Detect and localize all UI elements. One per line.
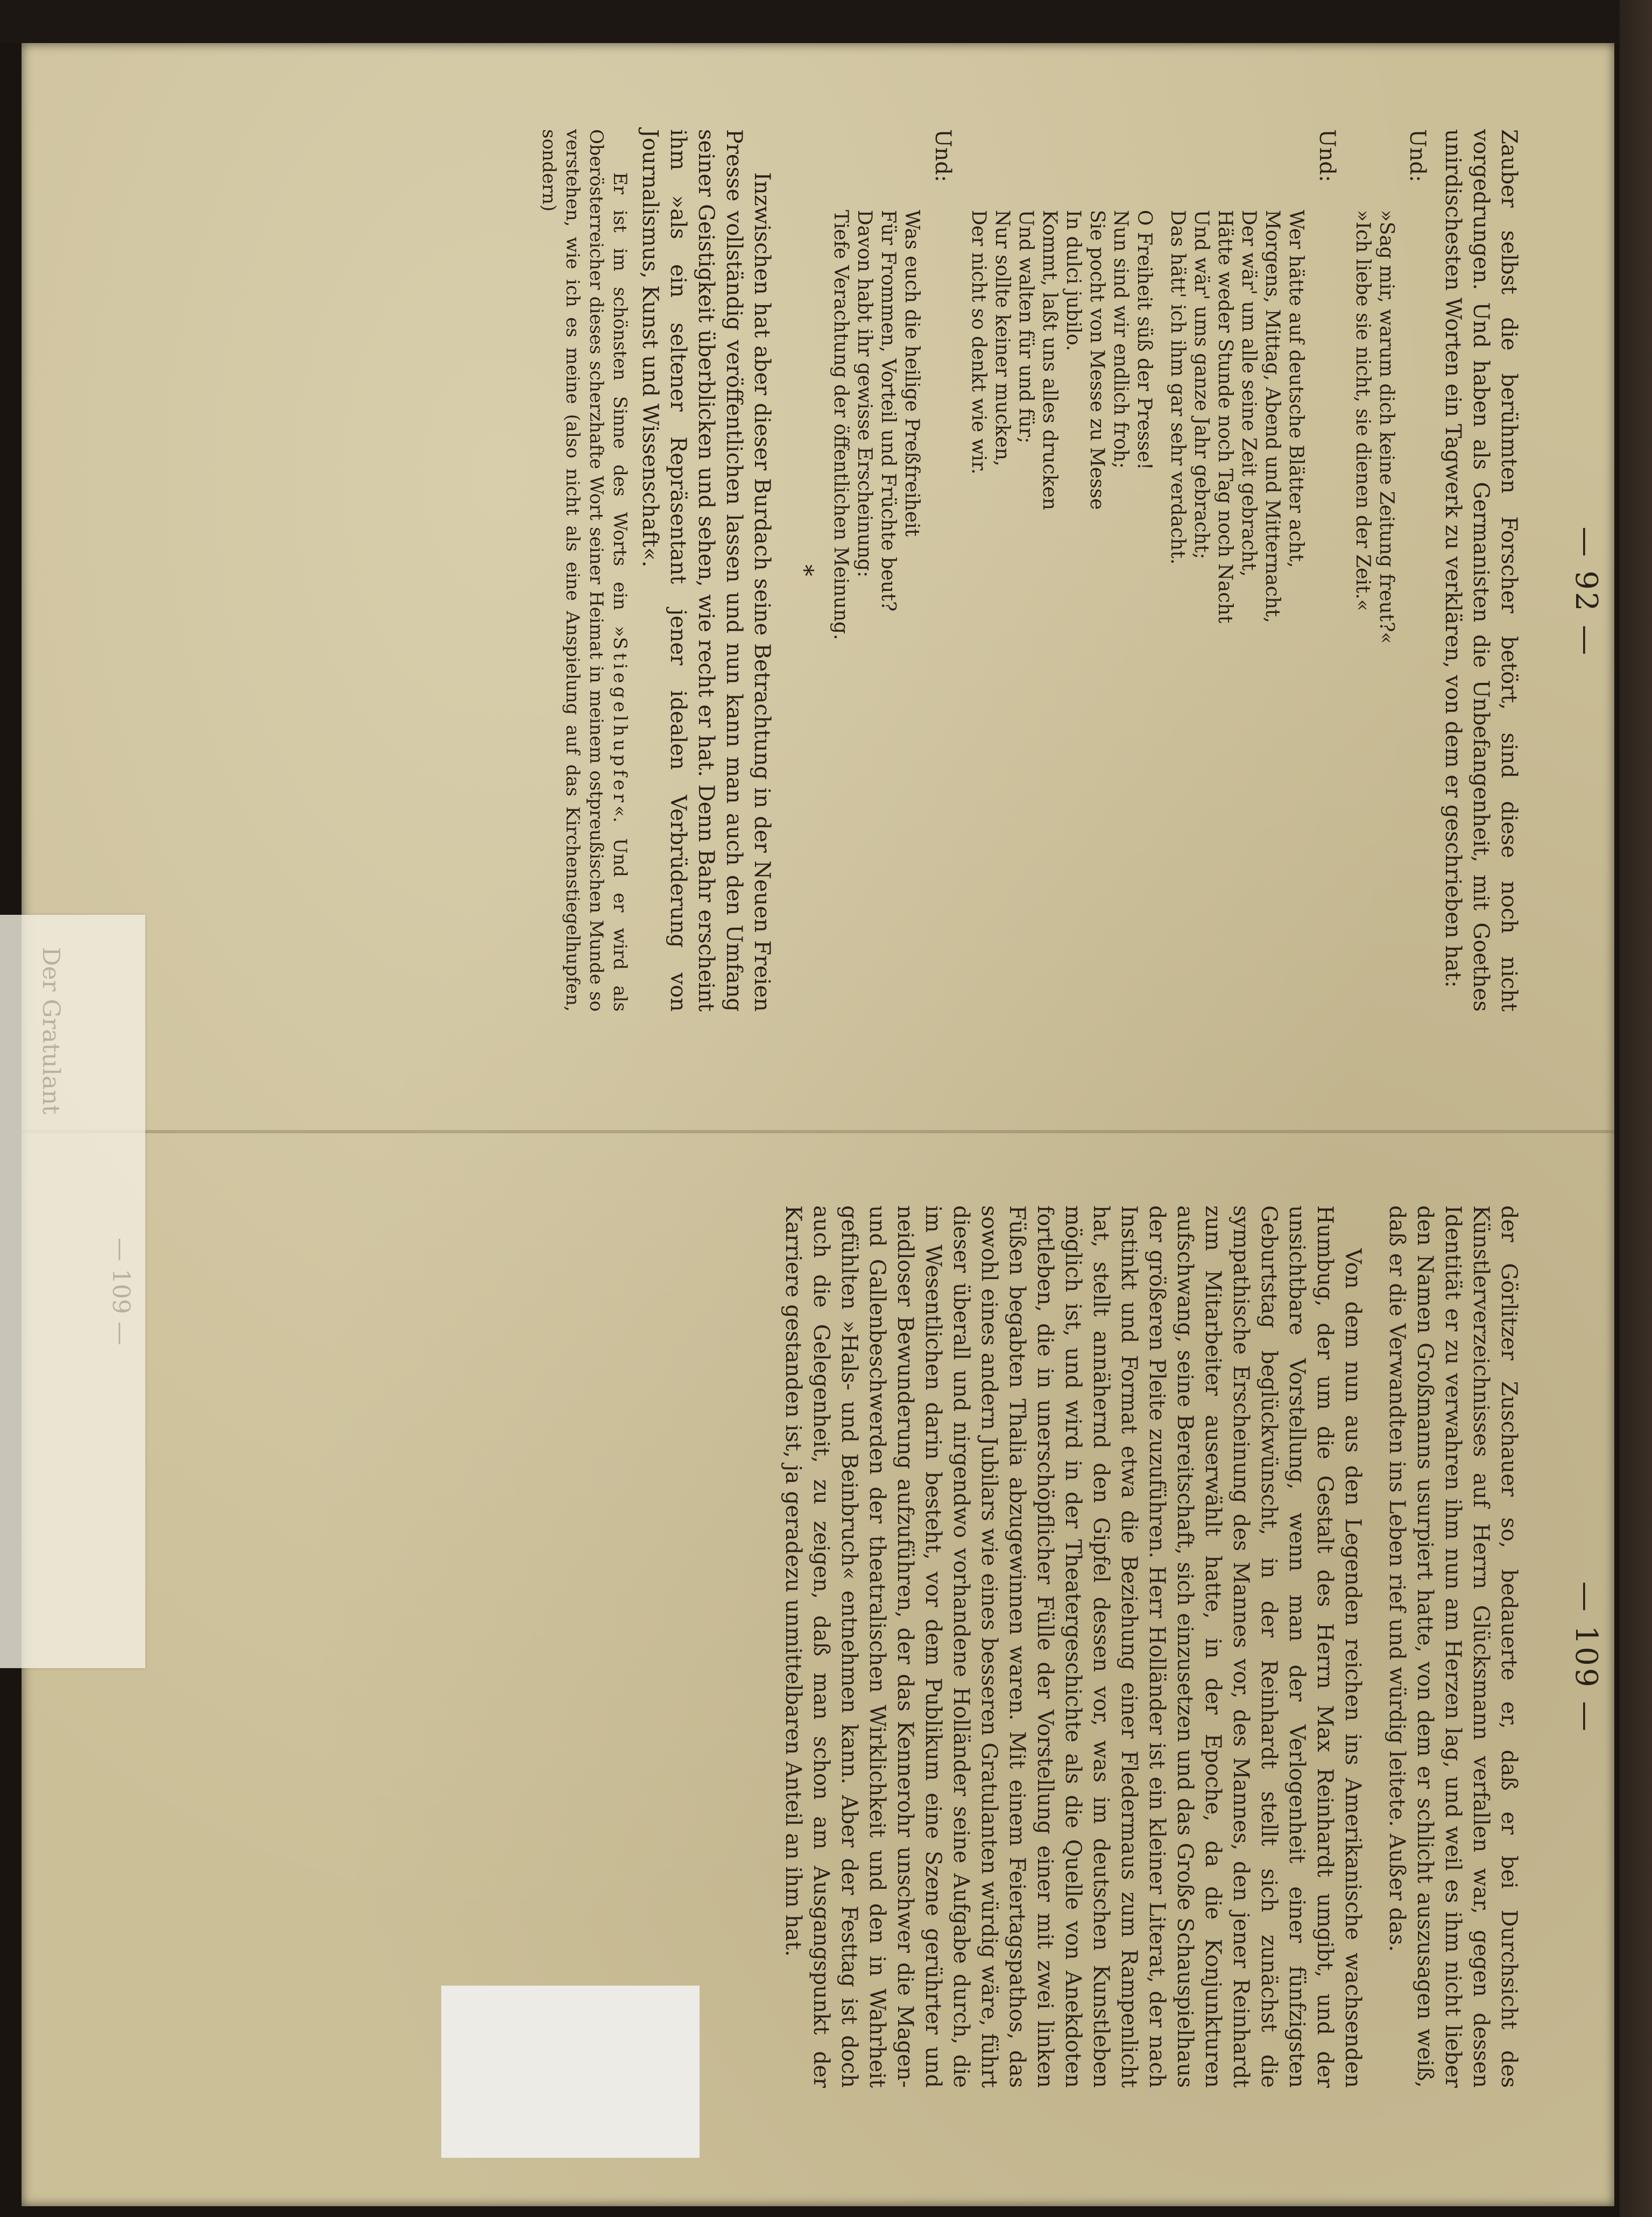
verse-line: Der wär' um alle seine Zeit gebracht, [1238, 210, 1260, 577]
und-label-3: Und: [930, 129, 955, 182]
section-separator: * [790, 564, 818, 576]
tape-ghost-heading: Der Gratulant [37, 947, 65, 1115]
right-intro: der Görlitzer Zuschauer so, bedauerte er, daß er bei Durchsicht des Künstlerverzeichnisses auf Herrn Glücksmann verfallen war, gegen dessen Identität er zu verwahren ihm nun am Herzen lag, und weil es ihm nicht lieber den Namen Großmanns usurpiert hatte, von dem er schlicht auszusagen weiß, daß er die Verwandten ins Leben rief und würdig leitete. Außer das. [1385, 1205, 1521, 2088]
verse-line: O Freiheit süß der Presse! [1133, 210, 1155, 470]
und-label-1: Und: [1405, 129, 1430, 182]
verse-line: Hätte weder Stunde noch Tag noch Nacht [1214, 210, 1236, 624]
verse-line: Für Frommen, Vorteil und Früchte beut? [877, 210, 899, 612]
und-label-2: Und: [1315, 129, 1339, 182]
verse-line: Davon habt ihr gewisse Erscheinung: [853, 210, 876, 578]
quote-line: »Sag mir, warum dich keine Zeitung freut?« [1375, 210, 1397, 644]
archive-label-patch [441, 1986, 700, 2158]
page-number-109: — 109 — [1569, 1581, 1604, 1734]
right-para-1: Von dem nun aus den Legenden reichen ins Amerikanische wachsenden Humbug, der um die Gestalt des Herrn Max Reinhardt umgibt, und der unsichtbare Vorstellung, wenn man der Verlogenheit einer fünfzigsten Geburtstag beglückwünscht, in der Reinhardt stellt sich zunächst die sympathische Erscheinung des Mannes vor, des Mannes, den jener Reinhardt zum Mitarbeiter auserwählt hatte, in der Epoche, da die Konjunkturen aufschwang, seine Bereitschaft, sich einzusetzen und das Große Schauspielhaus der größeren Pleite zuzuführen. Herr Holländer ist ein kleiner Literat, der nach Instinkt und Format etwa die Beziehung einer Fledermaus zum Rampenlicht hat, stellt annähernd den Gipfel dessen vor, was im deutschen Kunstleben möglich ist, und wird in der Theatergeschichte als die Quelle von Anekdoten fortleben, die in unerschöpflicher Fülle der Vorstellung einer mit zwei linken Füßen begabten Thalia abzugewinnen waren. Mit einem Feiertagspathos, das sowohl eines andern Jubilars wie eines besseren Gratulanten würdig wäre, führt dieser überall und nirgendwo vorhandene Holländer seine Aufgabe durch, die im Wesentlichen darin besteht, vor dem Publikum eine Szene gerührter und neidloser Bewunderung aufzuführen, der das Kennerohr unschwer die Magen- und Gallenbeschwerden der theatralischen Wirklichkeit und den in Wahrheit gefühlten »Hals- und Beinbruch« entnehmen kann. Aber der Festtag ist doch auch die Gelegenheit, zu zeigen, daß man schon am Ausgangspunkt der Karriere gestanden ist, ja geradezu unmittelbaren Anteil an ihm hat. [781, 1205, 1365, 2088]
para-2-pre: Er ist im schönsten Sinne des Worts ein » [609, 172, 631, 637]
verse-blaetter [1166, 210, 1308, 1012]
verse-line: Kommt, laßt uns alles drucken [1039, 210, 1061, 511]
para-2-post: «. Und er wird als Oberösterreicher dieses scherzhafte Wort seiner Heimat in meinem ostpreußischen Munde so verstehen, wie ich es meine (also nicht als eine Anspielung auf das Kirchenstiegelhupfen, sondern) [538, 129, 631, 1012]
verse-line: Nun sind wir endlich froh; [1110, 210, 1132, 469]
left-page-column [533, 129, 1523, 1012]
verse-line: Das hätt' ich ihm gar sehr verdacht. [1167, 210, 1189, 565]
page-number-92: — 92 — [1569, 526, 1604, 658]
left-intro: Zauber selbst die berühmten Forscher betört, sind diese noch nicht vorgedrungen. Und haben als Germanisten die Unbefangenheit, mit Goethes unirdischesten Worten ein Tagwerk zu verklären, von dem er geschrieben hat: [1441, 129, 1521, 1012]
verse-line: In dulci jubilo. [1062, 210, 1084, 351]
stiegelhupfer-word: Stiegelhupfer [609, 637, 631, 806]
left-para-2 [537, 129, 632, 1012]
quote-line: »Ich liebe sie nicht, sie dienen der Zeit.« [1352, 210, 1374, 611]
verse-pressefreiheit [966, 210, 1156, 1012]
tape-ghost-page-number: — 109 — [107, 1238, 135, 1345]
verse-line: Tiefe Verachtung der öffentlichen Meinung. [830, 210, 852, 640]
verse-pressfreiheit [829, 210, 923, 1012]
binding-spine [1620, 0, 1652, 2217]
left-para-1: Inzwischen hat aber dieser Burdach seine Betrachtung in der Neuen Freien Presse vollständig veröffentlichen lassen und nun kann man auch den Umfang seiner Geistigkeit überblicken und sehen, wie recht er hat. Denn Bahr erscheint ihm »als ein seltener Repräsentant jener idealen Verbrüderung von Journalismus, Kunst und Wissenschaft«. [638, 129, 774, 1012]
verse-line: Nur sollte keiner mucken, [991, 210, 1013, 467]
scan-border-top [0, 0, 1652, 43]
verse-line: Und wär' ums ganze Jahr gebracht; [1190, 210, 1212, 560]
verse-line: Morgens, Mittag, Abend und Mitternacht, [1261, 210, 1283, 623]
verse-line: Und walten für und für; [1015, 210, 1037, 444]
verse-line: Der nicht so denkt wie wir. [968, 210, 990, 475]
right-page-column [775, 1205, 1523, 2088]
verse-line: Was euch die heilige Preßfreiheit [901, 210, 923, 537]
rotated-spread [37, 65, 1604, 2142]
goethe-quote [1351, 210, 1398, 1012]
verse-line: Wer hätte auf deutsche Blätter acht, [1285, 210, 1307, 568]
adhesive-tape [0, 915, 145, 1668]
verse-line: Sie pocht von Messe zu Messe [1086, 210, 1108, 510]
